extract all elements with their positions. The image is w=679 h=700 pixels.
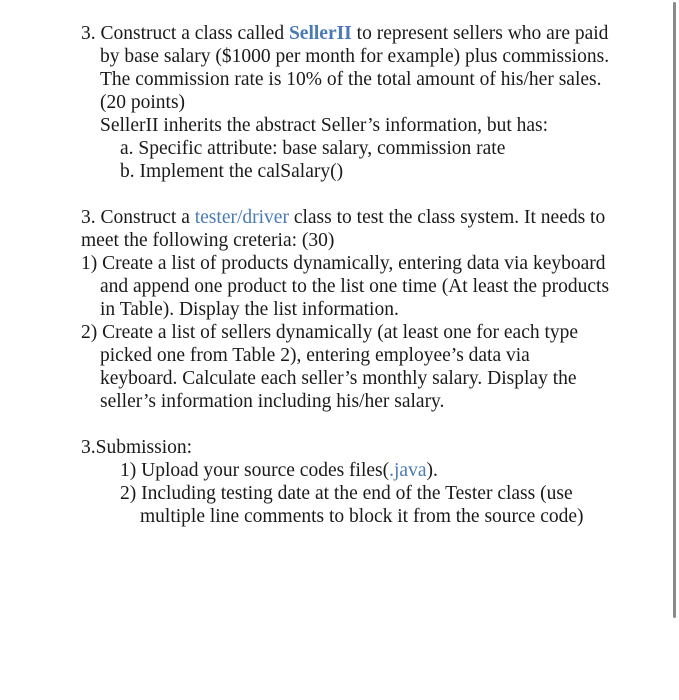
submission-item2-line2: multiple line comments to block it from the source code) (140, 506, 584, 527)
section1-line2: by base salary ($1000 per month for example) plus commissions. (100, 46, 610, 67)
section2-item1-line3: in Table). Display the list information. (100, 299, 399, 320)
section2-line2: meet the following creteria: (30) (81, 230, 335, 251)
section2-item2-line3: keyboard. Calculate each seller’s monthly salary. Display the (100, 368, 577, 389)
section1-item-a: a. Specific attribute: base salary, commission rate (120, 138, 506, 159)
section2-line1-suffix: class to test the class system. It needs to (288, 207, 606, 228)
section2-item2-line2: picked one from Table 2), entering employee’s data via (100, 345, 530, 366)
class-name-sellerii: SellerII (288, 23, 352, 44)
section2-item1-line1: 1) Create a list of products dynamically, entering data via keyboard (81, 253, 606, 274)
section1-line1-prefix: 3. Construct a class called (81, 23, 289, 44)
section2-item2-line4: seller’s information including his/her salary. (100, 391, 445, 412)
section1-line1-suffix: to represent sellers who are paid (351, 23, 609, 44)
section1-line5: SellerII inherits the abstract Seller’s information, but has: (100, 115, 549, 136)
section2-line1-prefix: 3. Construct a (81, 207, 195, 228)
submission-item1-suffix: ). (426, 460, 438, 481)
vertical-scrollbar[interactable] (673, 2, 676, 618)
submission-item1 (120, 459, 438, 482)
submission-item1-prefix: 1) Upload your source codes files( (120, 460, 390, 481)
java-extension: .java (389, 460, 427, 481)
section1-line3: The commission rate is 10% of the total amount of his/her sales. (100, 69, 602, 90)
section2-item2-line1: 2) Create a list of sellers dynamically (at least one for each type (81, 322, 579, 343)
section2-line1 (81, 206, 605, 229)
section1-line1 (81, 22, 608, 45)
submission-item2-line1: 2) Including testing date at the end of the Tester class (use (120, 483, 573, 504)
tester-driver-term: tester/driver (194, 207, 289, 228)
section2-item1-line2: and append one product to the list one time (At least the products (100, 276, 610, 297)
section1-line4: (20 points) (100, 92, 186, 113)
submission-heading: 3.Submission: (81, 437, 193, 458)
section1-item-b: b. Implement the calSalary() (120, 161, 344, 182)
